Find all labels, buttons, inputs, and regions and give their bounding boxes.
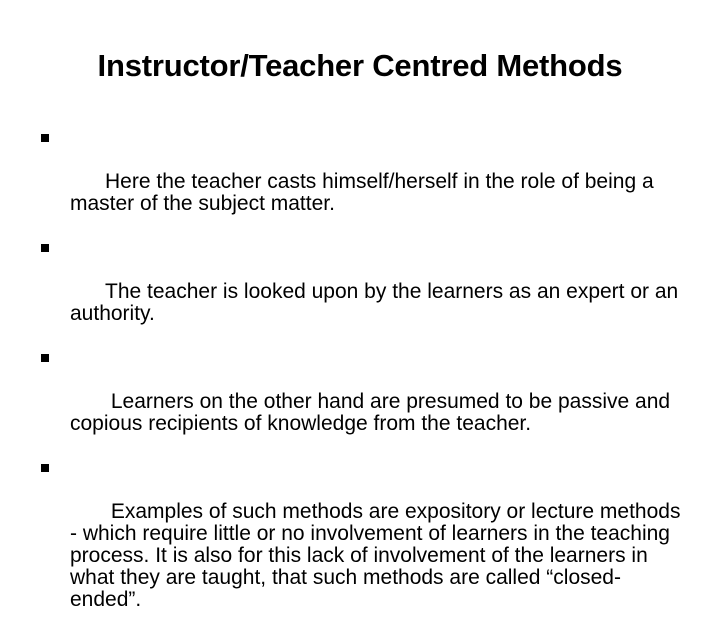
bullet-item xyxy=(40,347,690,457)
bullet-list xyxy=(40,127,690,633)
bullet-text: Here the teacher casts himself/herself in the role of being a master of the subject matter. xyxy=(70,170,660,215)
bullet-item xyxy=(40,457,690,633)
square-bullet-icon xyxy=(40,133,50,143)
square-bullet-icon xyxy=(40,463,50,473)
bullet-text: The teacher is looked upon by the learners as an expert or an authority. xyxy=(70,280,685,325)
square-bullet-icon xyxy=(40,243,50,253)
bullet-text: Learners on the other hand are presumed to be passive and copious recipients of knowledge from the teacher. xyxy=(70,390,676,435)
bullet-item xyxy=(40,237,690,347)
bullet-text: Examples of such methods are expository or lecture methods - which require little or no involvement of learners in the teaching process. It is also for this lack of involvement of the learners in what they are taught, that such methods are called “closed-ended”. xyxy=(70,500,687,611)
slide-title: Instructor/Teacher Centred Methods xyxy=(97,48,623,83)
square-bullet-icon xyxy=(40,353,50,363)
bullet-item xyxy=(40,127,690,237)
